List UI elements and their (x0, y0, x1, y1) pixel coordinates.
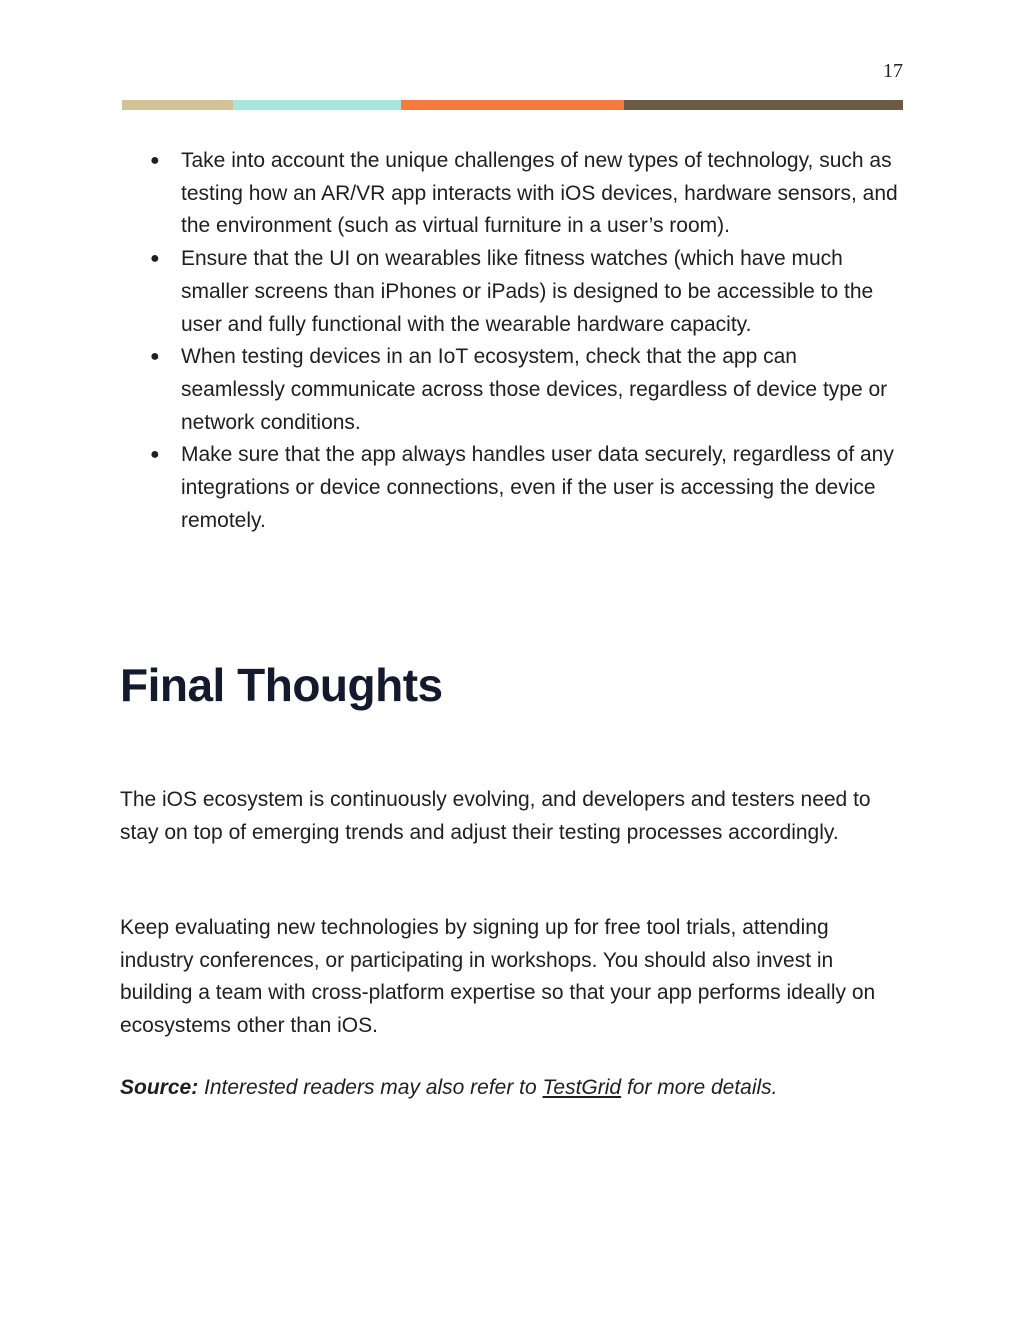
color-bar-segment (401, 100, 624, 110)
source-text-end: for more details. (621, 1076, 778, 1099)
page-number: 17 (883, 60, 903, 82)
list-item (150, 439, 905, 537)
color-bar-segment (233, 100, 401, 110)
list-item (150, 145, 905, 243)
color-bar-segment (122, 100, 233, 110)
bullet-icon: ● (150, 446, 160, 464)
source-text: Interested readers may also refer to (198, 1076, 543, 1099)
list-item-text: Ensure that the UI on wearables like fitness watches (which have much smaller screens than iPhones or iPads) is designed to be accessible to the user and fully functional with the wearable hardware capacity. (181, 247, 874, 336)
source-label: Source: (120, 1076, 199, 1099)
paragraph: The iOS ecosystem is continuously evolving, and developers and testers need to stay on top of emerging trends and adjust their testing processes accordingly. (120, 788, 871, 844)
paragraph: Keep evaluating new technologies by signing up for free tool trials, attending industry conferences, or participating in workshops. You should also invest in building a team with cross-platform expertise so that your app performs ideally on ecosystems other than iOS. (120, 916, 876, 1038)
bullet-icon: ● (150, 348, 160, 366)
list-item (150, 341, 905, 439)
section-heading: Final Thoughts (120, 659, 443, 711)
decorative-color-bar (122, 100, 903, 110)
bullet-list (150, 145, 905, 537)
list-item (150, 243, 905, 341)
list-item-text: Take into account the unique challenges of new types of technology, such as testing how an AR/VR app interacts with iOS devices, hardware sensors, and the environment (such as virtual furniture in a user’s room). (181, 149, 898, 238)
source-note (120, 1072, 905, 1105)
color-bar-segment (624, 100, 903, 110)
bullet-icon: ● (150, 250, 160, 268)
list-item-text: When testing devices in an IoT ecosystem, check that the app can seamlessly communicate across those devices, regardless of device type or network conditions. (181, 345, 888, 434)
list-item-text: Make sure that the app always handles user data securely, regardless of any integrations or device connections, even if the user is accessing the device remotely. (181, 443, 894, 532)
testgrid-link[interactable]: TestGrid (542, 1076, 622, 1099)
bullet-icon: ● (150, 152, 160, 169)
